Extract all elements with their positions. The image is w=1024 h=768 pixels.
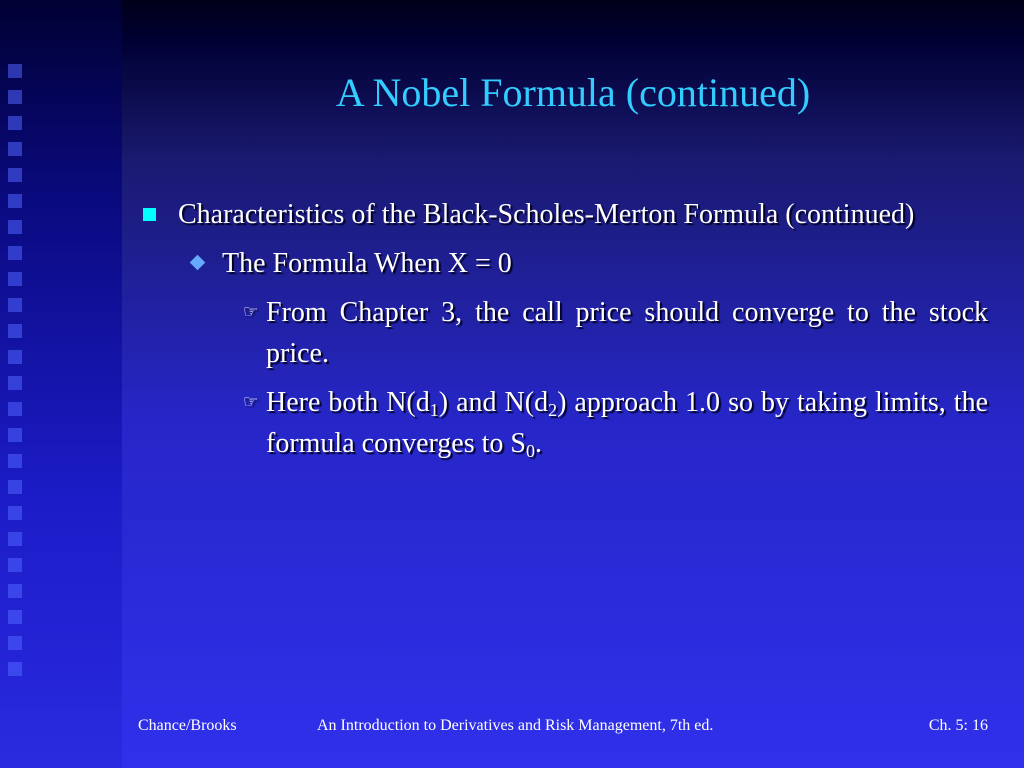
decorative-square: [8, 454, 22, 468]
decorative-square: [8, 194, 22, 208]
decorative-square: [8, 324, 22, 338]
subscript: 0: [525, 441, 535, 461]
footer-author: Chance/Brooks: [138, 717, 237, 734]
decorative-square: [8, 610, 22, 624]
decorative-square: [8, 168, 22, 182]
decorative-square: [8, 298, 22, 312]
bullet-level-1: [140, 194, 988, 235]
diamond-bullet-icon: [190, 255, 206, 271]
bullet-level-3-b-text: [266, 387, 988, 459]
footer-page-number: Ch. 5: 16: [928, 717, 988, 734]
pointing-hand-icon: ☞: [243, 302, 259, 322]
left-decorative-band: [0, 0, 122, 768]
slide-content: [140, 194, 988, 464]
bullet-level-3-a: [140, 292, 988, 374]
decorative-square: [8, 64, 22, 78]
decorative-square: [8, 220, 22, 234]
decorative-square: [8, 532, 22, 546]
slide-title: A Nobel Formula (continued): [335, 70, 811, 115]
subscript: 2: [548, 400, 558, 420]
decorative-square: [8, 116, 22, 130]
decorative-square: [8, 350, 22, 364]
pointing-hand-icon: ☞: [243, 392, 259, 412]
decorative-square: [8, 428, 22, 442]
decorative-square: [8, 376, 22, 390]
text-part: Here both N(d: [266, 387, 430, 418]
decorative-square: [8, 402, 22, 416]
decorative-square: [8, 90, 22, 104]
text-part: ) approach 1.0 so by taking limits, the formula converges to S: [266, 387, 988, 459]
text-part: ) and N(d: [438, 387, 549, 418]
subscript: 1: [429, 400, 439, 420]
bullet-level-2: [140, 243, 988, 284]
bullet-level-1-text: Characteristics of the Black-Scholes-Merton Formula (continued): [178, 199, 915, 230]
decorative-square: [8, 662, 22, 676]
decorative-square: [8, 142, 22, 156]
decorative-square: [8, 272, 22, 286]
decorative-square: [8, 584, 22, 598]
bullet-level-3-a-text: From Chapter 3, the call price should converge to the stock price.: [266, 297, 988, 369]
decorative-square: [8, 480, 22, 494]
text-part: .: [534, 428, 542, 459]
decorative-square: [8, 506, 22, 520]
decorative-square: [8, 246, 22, 260]
bullet-level-2-text: The Formula When X = 0: [222, 248, 512, 279]
bullet-level-3-b: [140, 382, 988, 464]
decorative-square: [8, 558, 22, 572]
footer-book-title: An Introduction to Derivatives and Risk Management, 7th ed.: [317, 717, 714, 734]
decorative-squares: [4, 64, 36, 704]
decorative-square: [8, 636, 22, 650]
square-bullet-icon: [143, 208, 156, 221]
